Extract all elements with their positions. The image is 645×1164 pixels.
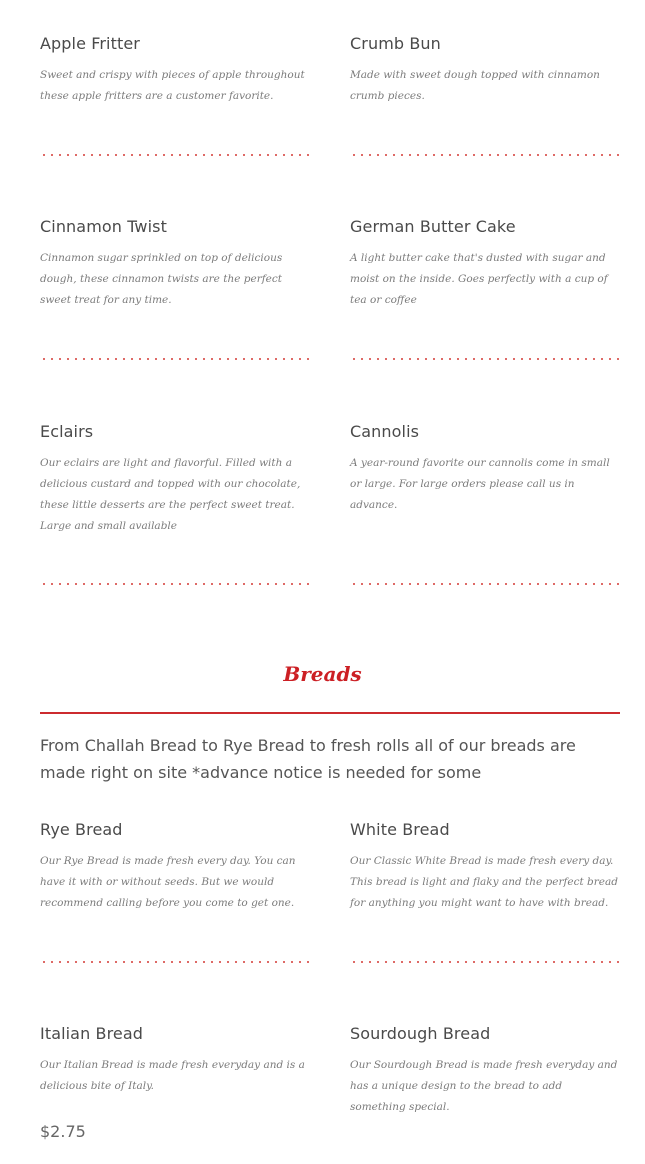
- menu-item-apple-fritter: [40, 33, 310, 107]
- menu-item-white-bread: [350, 819, 620, 914]
- dotted-divider: [40, 582, 310, 586]
- menu-item-crumb-bun: [350, 33, 620, 107]
- menu-item-sourdough-bread: [350, 1023, 620, 1118]
- item-description: Our Rye Bread is made fresh every day. You can have it with or without seeds. But we would recommend calling before you come to get one.: [40, 855, 296, 909]
- section-title-breads: Breads: [283, 662, 362, 686]
- menu-item-rye-bread: [40, 819, 310, 914]
- section-intro: From Challah Bread to Rye Bread to fresh rolls all of our breads are made right on site *advance notice is needed for some: [40, 736, 576, 782]
- dotted-divider: [350, 153, 620, 157]
- item-name: Eclairs: [40, 422, 94, 441]
- item-description: Our Italian Bread is made fresh everyday and is a delicious bite of Italy.: [40, 1059, 305, 1092]
- item-name: Apple Fritter: [40, 34, 140, 53]
- dotted-divider: [350, 960, 620, 964]
- dotted-divider: [40, 357, 310, 361]
- dotted-divider: [40, 153, 310, 157]
- item-description: Cinnamon sugar sprinkled on top of delicious dough, these cinnamon twists are the perfect sweet treat for any time.: [40, 252, 283, 306]
- item-name: Italian Bread: [40, 1024, 144, 1043]
- item-description: Our Classic White Bread is made fresh every day. This bread is light and flaky and the perfect bread for anything you might want to have with bread.: [350, 855, 618, 909]
- item-name: White Bread: [350, 820, 450, 839]
- item-description: Sweet and crispy with pieces of apple throughout these apple fritters are a customer favorite.: [40, 69, 305, 102]
- item-description: Our Sourdough Bread is made fresh everyday and has a unique design to the bread to add something special.: [350, 1059, 618, 1113]
- item-name: Sourdough Bread: [350, 1024, 491, 1043]
- item-description: A light butter cake that's dusted with sugar and moist on the inside. Goes perfectly with a cup of tea or coffee: [350, 252, 608, 306]
- section-divider: [40, 712, 620, 714]
- menu-item-italian-bread: [40, 1023, 310, 1097]
- dotted-divider: [350, 357, 620, 361]
- item-price: $2.75: [40, 1122, 86, 1141]
- item-description: A year-round favorite our cannolis come in small or large. For large orders please call us in advance.: [350, 457, 610, 511]
- item-name: Cinnamon Twist: [40, 217, 167, 236]
- item-name: Crumb Bun: [350, 34, 441, 53]
- menu-item-cannolis: [350, 421, 620, 516]
- item-name: Cannolis: [350, 422, 420, 441]
- menu-item-cinnamon-twist: [40, 216, 310, 311]
- item-name: Rye Bread: [40, 820, 123, 839]
- item-description: Made with sweet dough topped with cinnamon crumb pieces.: [350, 69, 600, 102]
- item-description: Our eclairs are light and flavorful. Filled with a delicious custard and topped with our chocolate, these little desserts are the perfect sweet treat. Large and small available: [40, 457, 301, 532]
- dotted-divider: [40, 960, 310, 964]
- item-name: German Butter Cake: [350, 217, 516, 236]
- menu-item-eclairs: [40, 421, 310, 537]
- menu-item-german-butter-cake: [350, 216, 620, 311]
- dotted-divider: [350, 582, 620, 586]
